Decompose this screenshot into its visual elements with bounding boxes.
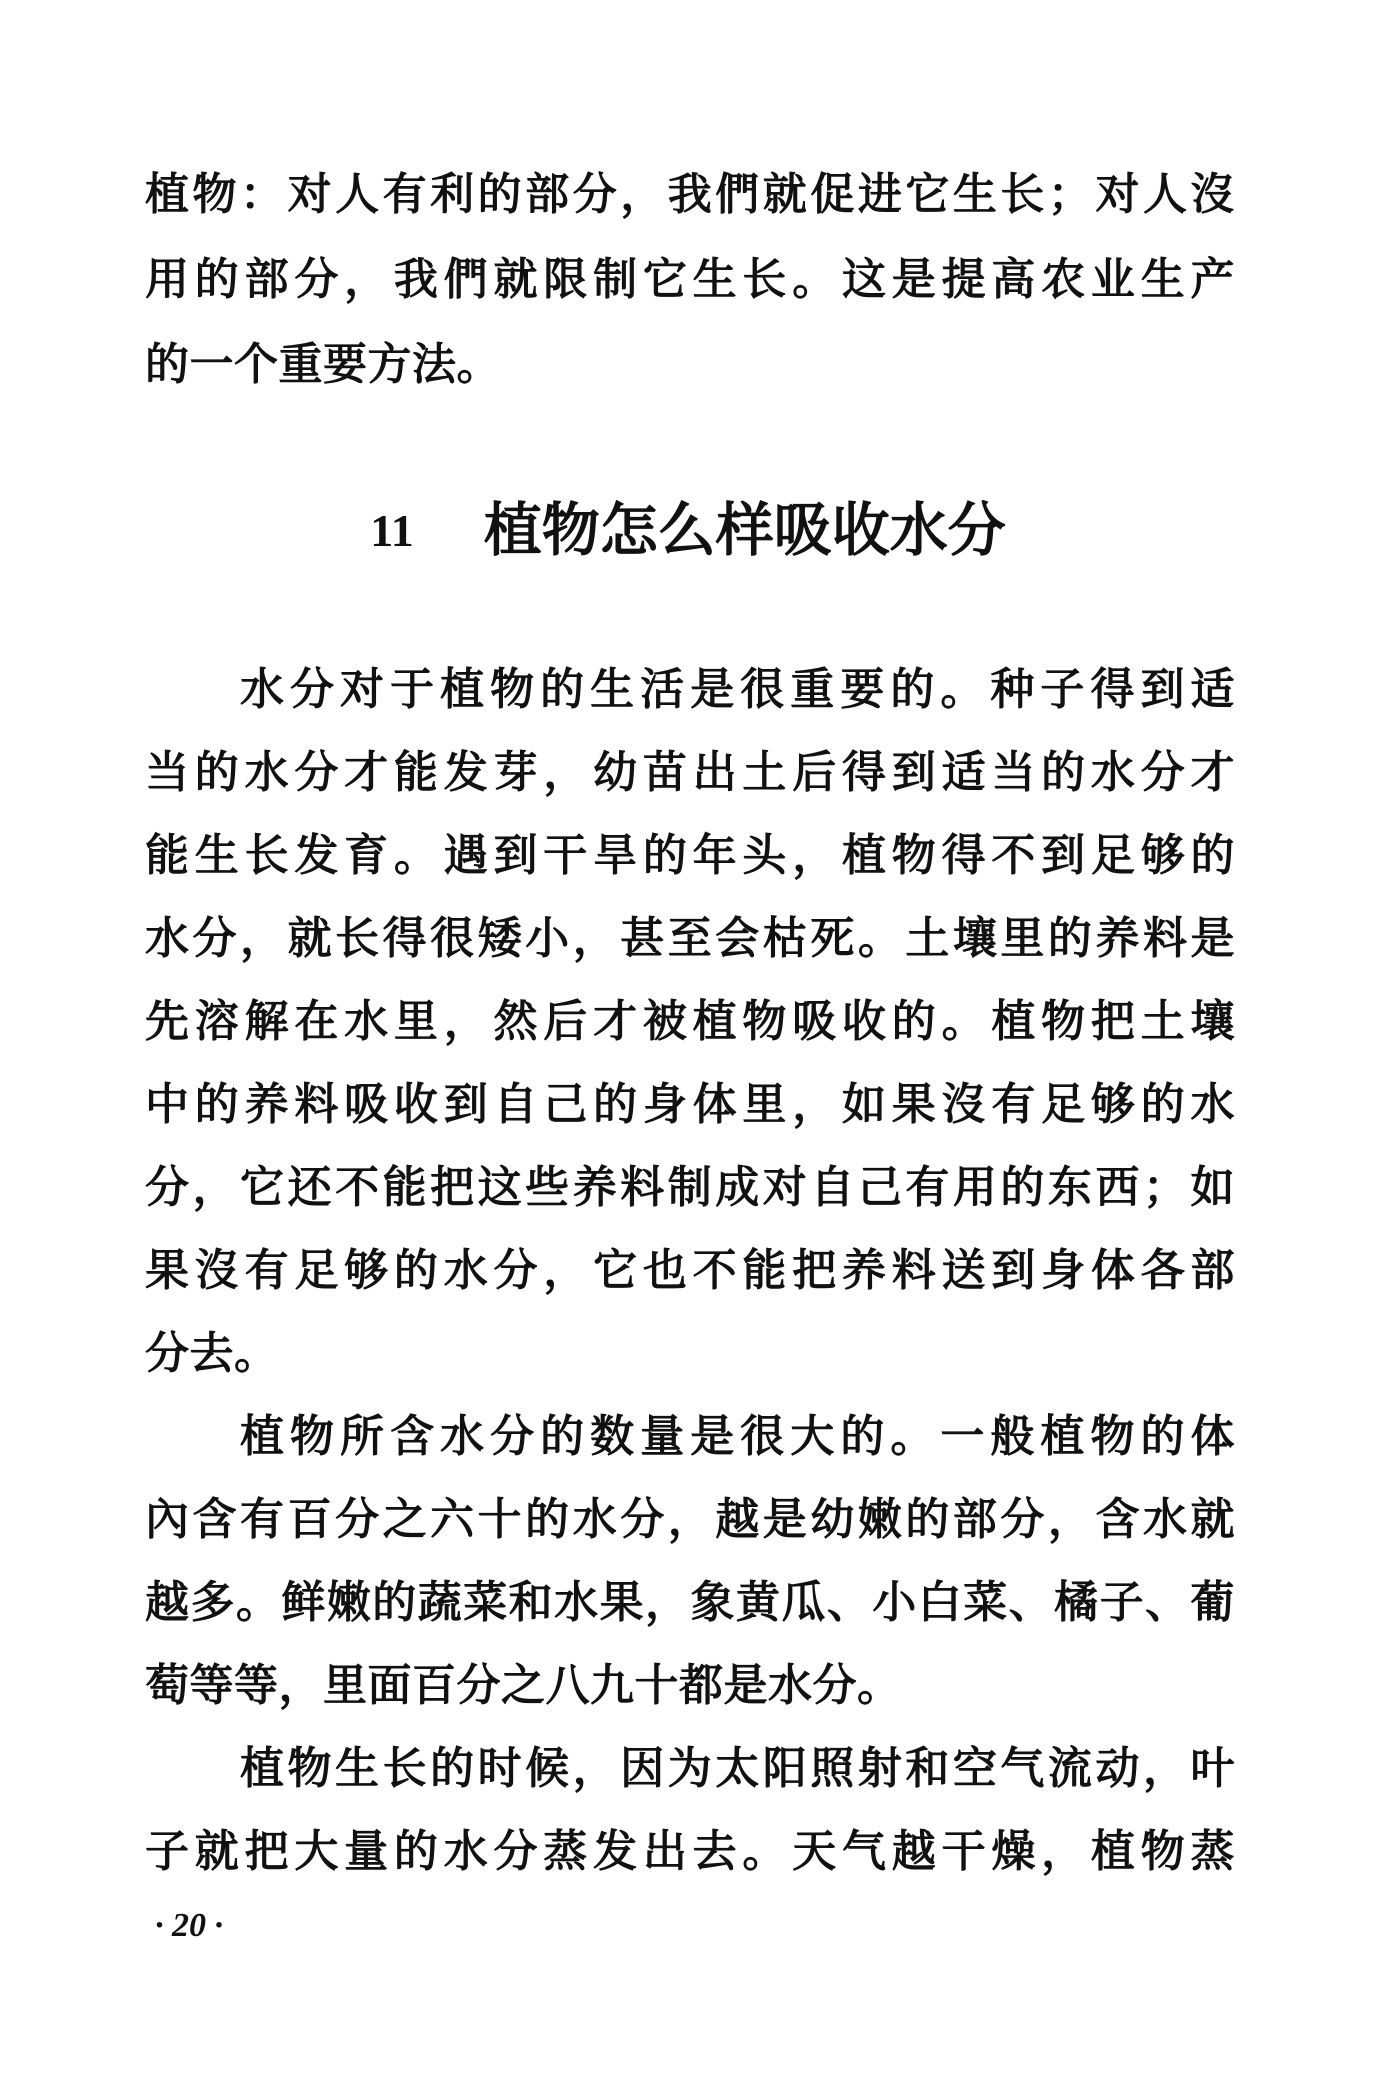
text-line: 的一个重要方法。 — [145, 339, 501, 390]
text-line: 萄等等，里面百分之八九十都是水分。 — [145, 1660, 902, 1711]
text-line: 植物生长的时候，因为太阳照射和空气流动，叶 — [240, 1743, 1235, 1794]
text-line: 用的部分，我們就限制它生长。这是提高农业生产 — [145, 254, 1235, 305]
text-line: 內含有百分之六十的水分，越是幼嫩的部分，含水就 — [145, 1494, 1235, 1545]
section-title: 植物怎么样吸收水分 — [483, 496, 1006, 564]
page-number: · 20 · — [155, 1907, 223, 1944]
text-line: 能生长发育。遇到干旱的年头，植物得不到足够的 — [145, 830, 1235, 881]
text-line: 水分，就长得很矮小，甚至会枯死。土壤里的养料是 — [145, 913, 1235, 964]
text-line: 分去。 — [145, 1328, 279, 1379]
text-line: 当的水分才能发芽，幼苗出土后得到适当的水分才 — [145, 747, 1235, 798]
text-line: 分，它还不能把这些养料制成对自己有用的东西；如 — [145, 1162, 1235, 1213]
section-number: 11 — [370, 505, 414, 556]
text-line: 水分对于植物的生活是很重要的。种子得到适 — [240, 664, 1235, 715]
text-line: 先溶解在水里，然后才被植物吸收的。植物把土壤 — [145, 996, 1235, 1047]
text-line: 中的养料吸收到自己的身体里，如果沒有足够的水 — [145, 1079, 1235, 1130]
text-line: 越多。鲜嫩的蔬菜和水果，象黄瓜、小白菜、橘子、葡 — [145, 1577, 1235, 1628]
text-line: 植物所含水分的数量是很大的。一般植物的体 — [240, 1411, 1235, 1462]
text-line: 子就把大量的水分蒸发出去。天气越干燥，植物蒸 — [145, 1826, 1235, 1877]
text-line: 植物：对人有利的部分，我們就促进它生长；对人沒 — [145, 169, 1235, 220]
section-heading — [0, 495, 1376, 566]
text-line: 果沒有足够的水分，它也不能把养料送到身体各部 — [145, 1245, 1235, 1296]
